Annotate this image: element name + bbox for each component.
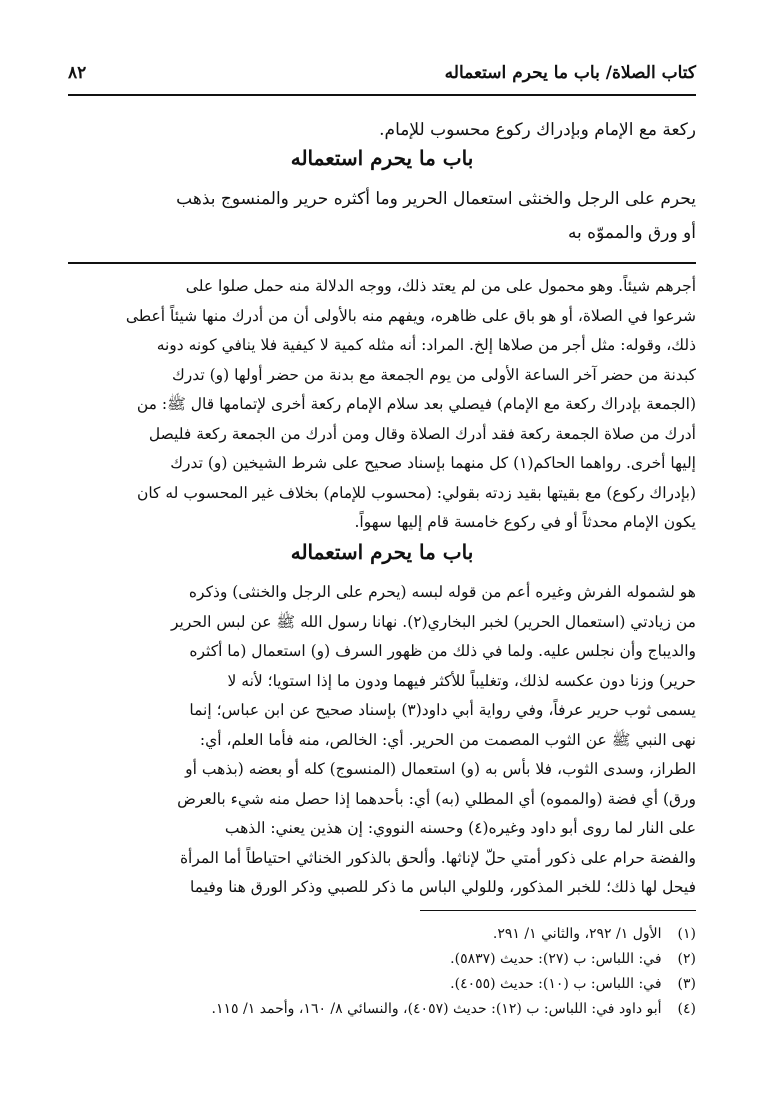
- commentary-line: أدرك من صلاة الجمعة ركعة فقد أدرك الصلاة وقال ومن أدرك من الجمعة ركعة فليصل: [148, 424, 696, 443]
- intro-line: ركعة مع الإمام وبإدراك ركوع محسوب للإمام.: [379, 120, 696, 140]
- page-number: ٨٢: [68, 63, 87, 83]
- matn-line: أو ورق والمموّه به: [567, 223, 696, 243]
- commentary-line: يسمى ثوب حرير عرفاً، وفي رواية أبي داود(٣) بإسناد صحيح عن ابن عباس؛ إنما: [189, 701, 696, 719]
- commentary-line: ورق) أي فضة (والمموه) أي المطلي (به) أي: بأحدهما إذا حصل منه شيء بالعرض: [177, 789, 696, 808]
- commentary-line: على النار لما روى أبو داود وغيره(٤) وحسنه النووي: إن هذين يعني: الذهب: [224, 819, 696, 837]
- footnote-number: (٣): [677, 976, 696, 992]
- footnote-text: الأول ١/ ٢٩٢، والثاني ١/ ٢٩١.: [492, 926, 662, 942]
- footnote-number: (٢): [677, 951, 696, 967]
- commentary-line: والديباج وأن نجلس عليه. ولما في ذلك من ظهور السرف (و) استعمال (ما أكثره: [189, 642, 696, 660]
- commentary-line: الطراز، وسدى الثوب، فلا بأس به (و) استعمال (المنسوج) كله أو بعضه (بذهب أو: [185, 760, 696, 778]
- intro-text: [68, 112, 696, 148]
- commentary-line: حرير) وزنا دون عكسه لذلك، وتغليباً للأكثر فيهما ودون ما إذا استويا؛ لأنه لا: [227, 671, 696, 690]
- section-title: باب ما يحرم استعماله: [290, 146, 474, 170]
- page-header: [68, 58, 696, 88]
- commentary-line: شرعوا في الصلاة، أو هو باق على ظاهره، ويفهم منه بالأولى أن من أدرك منها شيئاً أعطى: [125, 306, 696, 325]
- commentary-line: يكون الإمام محدثاً أو في ركوع خامسة قام إليها سهواً.: [354, 513, 696, 531]
- commentary-line: كبدنة من حضر آخر الساعة الأولى من يوم الجمعة مع بدنة من حضر أولها (و) تدرك: [171, 365, 696, 384]
- commentary-line: فيحل لها ذلك؛ للخبر المذكور، وللولي الباس ما ذكر للصبي وذكر الورق هنا وفيما: [190, 878, 696, 896]
- running-title: كتاب الصلاة/ باب ما يحرم استعماله: [444, 63, 696, 83]
- footnote-text: في: اللباس: ب (١٠): حديث (٤٠٥٥).: [450, 976, 662, 992]
- footnote-number: (١): [677, 926, 696, 942]
- footnote-text: في: اللباس: ب (٢٧): حديث (٥٨٣٧).: [450, 951, 662, 967]
- commentary-line: ذلك، وقوله: مثل أجر من صلاها إلخ. المراد: أنه مثله كمية لا كيفية فلا ينافي كونه دونه: [156, 336, 696, 354]
- commentary-line: (بإدراك ركوع) مع بقيتها بقيد زدته بقولي: (محسوب للإمام) بخلاف غير المحسوب له كان: [136, 483, 696, 502]
- footnotes: [68, 922, 696, 1022]
- section-title: باب ما يحرم استعماله: [290, 540, 474, 564]
- footnote: [68, 947, 696, 972]
- footnote: [68, 997, 696, 1022]
- commentary-line: هو لشموله الفرش وغيره أعم من قوله لبسه (يحرم على الرجل والخنثى) وذكره: [188, 583, 696, 601]
- matn-commentary-divider: [68, 262, 696, 264]
- commentary-block: [68, 272, 696, 538]
- commentary-line: أجرهم شيئاً. وهو محمول على من لم يعتد ذلك، ووجه الدلالة منه حمل صلوا على: [185, 277, 696, 295]
- commentary-line: والفضة حرام على ذكور أمتي حلّ لإناثها. وألحق بالذكور الخناثي احتياطاً أما المرأة: [179, 848, 696, 867]
- matn-line: يحرم على الرجل والخنثى استعمال الحرير وما أكثره حرير والمنسوج بذهب: [176, 189, 696, 209]
- footnote-number: (٤): [677, 1001, 696, 1017]
- commentary-block: [68, 578, 696, 903]
- commentary-line: من زيادتي (استعمال الحرير) لخبر البخاري(٢). نهانا رسول الله ﷺ عن لبس الحرير: [170, 612, 696, 631]
- commentary-line: نهى النبي ﷺ عن الثوب المصمت من الحرير. أي: الخالص، منه فأما العلم، أي:: [199, 730, 696, 749]
- commentary-line: إليها أخرى. رواهما الحاكم(١) كل منهما بإسناد صحيح على شرط الشيخين (و) تدرك: [170, 454, 696, 472]
- commentary-line: (الجمعة بإدراك ركعة مع الإمام) فيصلي بعد سلام الإمام ركعة أخرى لإتمامها قال ﷺ: من: [136, 395, 696, 413]
- footnote-text: أبو داود في: اللباس: ب (١٢): حديث (٤٠٥٧)، والنسائي ٨/ ١٦٠، وأحمد ١/ ١١٥.: [211, 1001, 662, 1017]
- matn-text: [68, 182, 696, 250]
- header-divider: [68, 94, 696, 96]
- footnote: [68, 972, 696, 997]
- footnote-divider: [420, 910, 696, 911]
- footnote: [68, 922, 696, 947]
